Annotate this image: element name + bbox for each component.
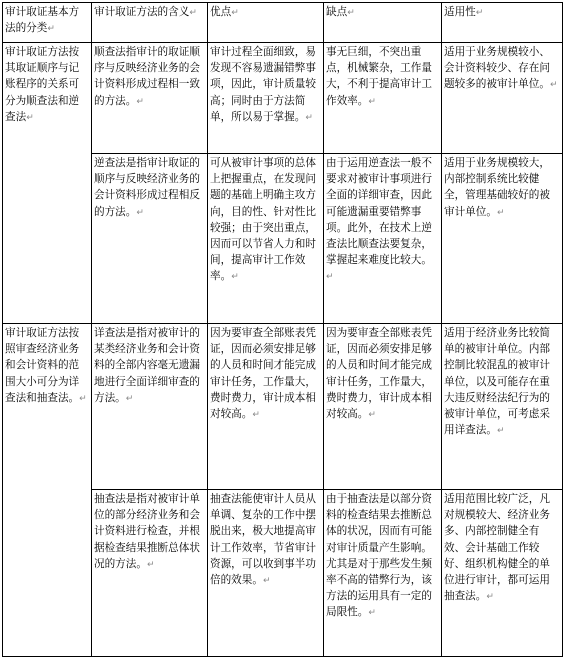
disadvantages-cell: 因为要审查全部账表凭证，因而必须安排足够的人员和时间才能完成审计任务，工作量大，费时费力，审计成本相对较高。↵ — [324, 324, 442, 490]
advantages-cell: 抽查法能使审计人员从单调、复杂的工作中摆脱出来，极大地提高审计工作效率，节省审计资源，可以收到事半功倍的效果。↵ — [208, 490, 324, 657]
header-cell-meaning: 审计取证方法的含义↵ — [92, 3, 208, 43]
meaning-cell: 抽查法是指对被审计单位的部分经济业务和会计资料进行检查，并根据检查结果推断总体状况的方法。↵ — [92, 490, 208, 657]
advantages-cell: 因为要审查全部账表凭证，因而必须安排足够的人员和时间才能完成审计任务，工作量大，费时费力，审计成本相对较高。↵ — [208, 324, 324, 490]
advantages-cell: 可从被审计事项的总体上把握重点，在发现问题的基础上明确主攻方向，目的性、针对性比较强；由于突出重点，因而可以节省人力和时间，提高审计工作效率。↵ — [208, 154, 324, 324]
category-cell: 审计取证方法按其取证顺序与记账程序的关系可分为顺查法和逆查法↵ — [3, 43, 92, 324]
meaning-cell: 详查法是指对被审计的某类经济业务和会计资料的全部内容毫无遗漏地进行全面详细审查的方法。↵ — [92, 324, 208, 490]
category-cell: 审计取证方法按照审查经济业务和会计资料的范围大小可分为详查法和抽查法。↵ — [3, 324, 92, 657]
applicability-cell: 适用于经济业务比较简单的被审计单位。内部控制比较混乱的被审计单位，以及可能存在重大违反财经法纪行为的被审计单位，可考虑采用详查法。↵ — [442, 324, 563, 490]
meaning-cell: 逆查法是指审计取证的顺序与反映经济业务的会计资料形成过程相反的方法。↵ — [92, 154, 208, 324]
advantages-cell: 审计过程全面细致，易发现不容易遗漏错弊事项，因此，审计质量较高；同时由于方法简单，所以易于掌握。↵ — [208, 43, 324, 154]
header-cell-category: 审计取证基本方法的分类↵ — [3, 3, 92, 43]
applicability-cell: 适用于业务规模较小、会计资料较少、存在问题较多的被审计单位。↵ — [442, 43, 563, 154]
table-row — [3, 43, 563, 154]
disadvantages-cell: 由于运用逆查法一般不要求对被审计事项进行全面的详细审查，因此可能遗漏重要错弊事项。此外，在技术上逆查法比顺查法要复杂，掌握起来难度比较大。↵ — [324, 154, 442, 324]
disadvantages-cell: 事无巨细，不突出重点，机械繁杂，工作量大，不利于提高审计工作效率。↵ — [324, 43, 442, 154]
header-cell-applicability: 适用性↵ — [442, 3, 563, 43]
disadvantages-cell: 由于抽查法是以部分资料的检查结果去推断总体的状况，因而有可能对审计质量产生影响。尤其是对于那些发生频率不高的错弊行为，该方法的运用具有一定的局限性。↵ — [324, 490, 442, 657]
header-cell-advantages: 优点↵ — [208, 3, 324, 43]
applicability-cell: 适用范围比较广泛，凡对规模较大、经济业务多、内部控制健全有效、会计基础工作较好、组织机构健全的单位进行审计，都可运用抽查法。↵ — [442, 490, 563, 657]
audit-methods-table — [2, 2, 563, 657]
table-header-row — [3, 3, 563, 43]
meaning-cell: 顺查法指审计的取证顺序与反映经济业务的会计资料形成过程相一致的方法。↵ — [92, 43, 208, 154]
document-page — [2, 2, 562, 656]
table-row — [3, 324, 563, 490]
header-cell-disadvantages: 缺点↵ — [324, 3, 442, 43]
applicability-cell: 适用于业务规模较大，内部控制系统比较健全，管理基础较好的被审计单位。↵ — [442, 154, 563, 324]
